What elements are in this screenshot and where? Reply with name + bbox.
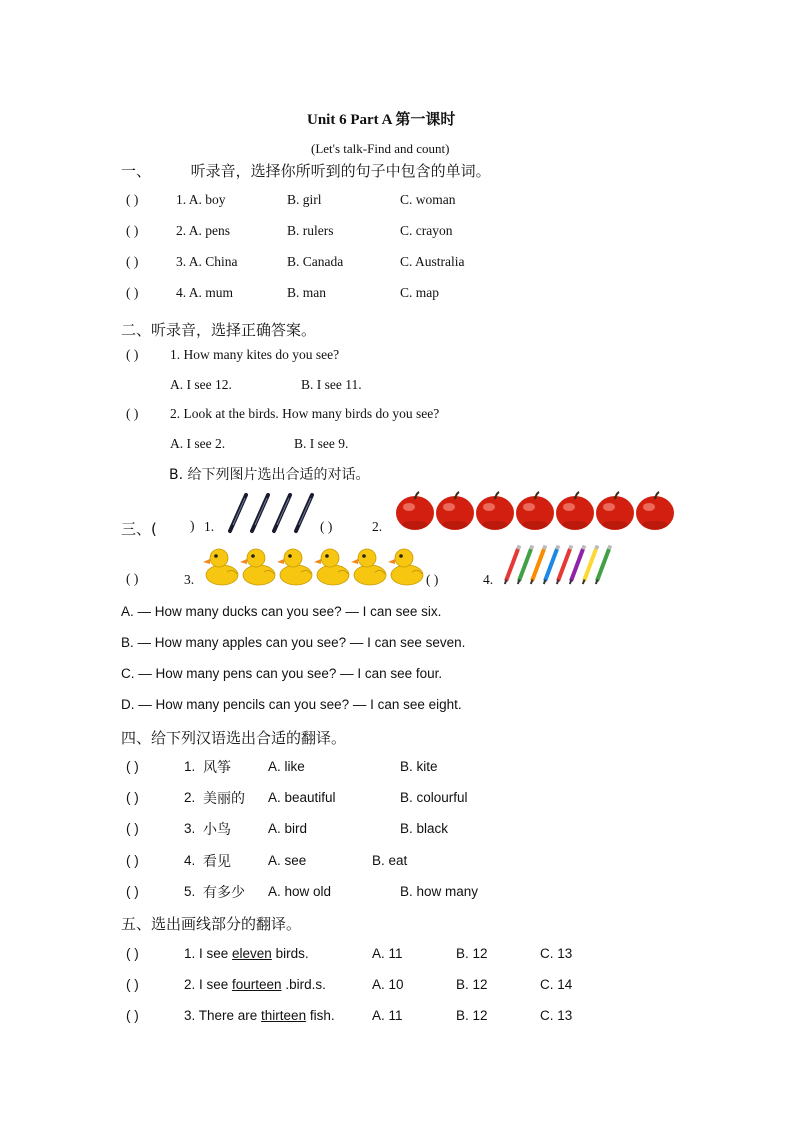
sentence-end: birds. <box>271 946 309 961</box>
pencil-icon <box>596 546 611 585</box>
pen-icon <box>252 495 268 531</box>
question-option-a: A. how old <box>268 884 332 899</box>
question-option-a: A. 10 <box>372 977 404 992</box>
question-option-c: C. crayon <box>400 223 453 238</box>
underlined-word: thirteen <box>261 1008 307 1023</box>
answer-blank[interactable]: ( ) <box>126 347 139 362</box>
question-option-a: 2. A. pens <box>176 223 230 238</box>
sentence-end: .bird.s. <box>281 977 326 992</box>
picture-label-4: 4. <box>483 572 494 587</box>
question-option-a: 3. A. China <box>176 254 238 269</box>
question-sentence <box>184 1008 335 1023</box>
answer-blank[interactable]: ( ) <box>126 759 139 774</box>
question-number: 5. <box>184 884 196 899</box>
question-sentence <box>184 946 309 961</box>
question-option-a: A. 11 <box>372 1008 403 1023</box>
question-option-b: B. girl <box>287 192 322 207</box>
answer-blank[interactable]: ( ) <box>426 572 439 587</box>
answer-blank[interactable]: ( ) <box>126 254 139 269</box>
question-option-b: B. kite <box>400 759 438 774</box>
apples-picture <box>395 492 675 532</box>
answer-blank[interactable]: ( ) <box>126 853 139 868</box>
question-option-a: A. see <box>268 853 307 868</box>
dialogue-option-d: D. — How many pencils can you see? — I can see eight. <box>121 697 462 712</box>
pencil-icon <box>518 546 533 585</box>
question-number: 2. <box>184 790 196 805</box>
duck-icon <box>240 549 275 585</box>
answer-blank[interactable]: ( ) <box>320 519 333 534</box>
question-option-c: C. woman <box>400 192 456 207</box>
answer-blank[interactable]: ( ) <box>126 192 139 207</box>
question-option-a: 4. A. mum <box>176 285 234 300</box>
chinese-word: 看见 <box>203 854 231 870</box>
sentence-start: 3. There are <box>184 1008 262 1023</box>
pen-icon <box>274 495 290 531</box>
sentence-start: 1. I see <box>184 946 233 961</box>
duck-icon <box>314 549 349 585</box>
answer-blank[interactable]: ( ) <box>126 571 139 586</box>
section-5-heading: 五、选出画线部分的翻译。 <box>121 915 302 933</box>
apple-icon <box>436 492 474 530</box>
question-sentence <box>184 977 326 992</box>
section-4-heading: 四、给下列汉语选出合适的翻译。 <box>121 729 347 747</box>
question-option-c: C. 13 <box>540 1008 573 1023</box>
question-option-b: B. colourful <box>400 790 468 805</box>
dialogue-option-b: B. — How many apples can you see? — I can see seven. <box>121 635 466 650</box>
question-option-a: A. I see 12. <box>170 377 232 392</box>
question-number: 3. <box>184 821 196 836</box>
section-1-number: 一、 <box>121 162 152 180</box>
underlined-word: eleven <box>232 946 272 961</box>
pencil-icon <box>570 546 585 585</box>
apple-icon <box>476 492 514 530</box>
question-option-b: B. Canada <box>287 254 344 269</box>
apple-icon <box>516 492 554 530</box>
question-number: 1. <box>184 759 196 774</box>
question-option-b: B. I see 9. <box>294 436 349 451</box>
dialogue-option-c: C. — How many pens can you see? — I can see four. <box>121 666 443 681</box>
question-option-b: B. black <box>400 821 449 836</box>
question-option-c: C. 14 <box>540 977 573 992</box>
question-option-b: B. 12 <box>456 946 488 961</box>
question-option-c: C. 13 <box>540 946 573 961</box>
pen-icon <box>230 495 246 531</box>
pen-icon <box>296 495 312 531</box>
section-1-instruction: 听录音，选择你所听到的句子中包含的单词。 <box>190 162 491 180</box>
duck-icon <box>277 549 312 585</box>
pencils-picture <box>502 545 614 585</box>
question-text: 1. How many kites do you see? <box>170 347 340 362</box>
pencil-icon <box>583 546 598 585</box>
chinese-word: 小鸟 <box>203 822 231 838</box>
answer-blank[interactable]: ( ) <box>126 977 139 992</box>
question-option-c: C. Australia <box>400 254 465 269</box>
ducks-picture <box>203 545 425 587</box>
apple-icon <box>556 492 594 530</box>
question-number: 4. <box>184 853 196 868</box>
chinese-word: 有多少 <box>203 885 245 901</box>
apple-icon <box>636 492 674 530</box>
question-option-b: B. 12 <box>456 1008 488 1023</box>
sentence-start: 2. I see <box>184 977 233 992</box>
question-option-b: B. 12 <box>456 977 488 992</box>
question-option-a: A. I see 2. <box>170 436 226 451</box>
answer-blank[interactable]: ( ) <box>126 285 139 300</box>
duck-icon <box>351 549 386 585</box>
apple-icon <box>396 492 434 530</box>
pencil-icon <box>505 546 520 585</box>
question-option-a: A. bird <box>268 821 308 836</box>
pencil-icon <box>531 546 546 585</box>
answer-blank[interactable]: ( ) <box>126 406 139 421</box>
answer-blank[interactable]: ( ) <box>126 884 139 899</box>
answer-blank[interactable]: ( ) <box>126 1008 139 1023</box>
paren-close: ) <box>190 518 195 533</box>
question-option-a: 1. A. boy <box>176 192 226 207</box>
question-option-a: A. 11 <box>372 946 403 961</box>
page-subtitle: (Let's talk-Find and count) <box>311 141 450 156</box>
pencil-icon <box>544 546 559 585</box>
page-title: Unit 6 Part A 第一课时 <box>307 112 456 128</box>
question-option-b: B. man <box>287 285 326 300</box>
section-3-instruction: B. 给下列图片选出合适的对话。 <box>169 467 370 483</box>
question-option-b: B. I see 11. <box>301 377 362 392</box>
question-option-b: B. how many <box>400 884 479 899</box>
apple-icon <box>596 492 634 530</box>
section-1-heading <box>121 160 491 181</box>
dialogue-option-a: A. — How many ducks can you see? — I can see six. <box>121 604 442 619</box>
pencil-icon <box>557 546 572 585</box>
duck-icon <box>203 549 238 585</box>
question-option-b: B. rulers <box>287 223 334 238</box>
answer-blank[interactable]: ( ) <box>126 821 139 836</box>
section-2-heading: 二、听录音，选择正确答案。 <box>121 321 317 339</box>
answer-blank[interactable]: ( ) <box>126 223 139 238</box>
picture-label-1: 1. <box>204 519 215 534</box>
section-3-heading: 三、( <box>121 520 157 538</box>
underlined-word: fourteen <box>232 977 282 992</box>
picture-label-3: 3. <box>184 572 195 587</box>
duck-icon <box>388 549 423 585</box>
chinese-word: 风筝 <box>203 760 231 776</box>
answer-blank[interactable]: ( ) <box>126 946 139 961</box>
question-option-c: C. map <box>400 285 439 300</box>
question-option-b: B. eat <box>372 853 408 868</box>
answer-blank[interactable]: ( ) <box>126 790 139 805</box>
question-text: 2. Look at the birds. How many birds do you see? <box>170 406 440 421</box>
question-option-a: A. beautiful <box>268 790 336 805</box>
sentence-end: fish. <box>306 1008 335 1023</box>
question-option-a: A. like <box>268 759 305 774</box>
picture-label-2: 2. <box>372 519 383 534</box>
pens-picture <box>224 493 316 535</box>
chinese-word: 美丽的 <box>203 791 245 807</box>
